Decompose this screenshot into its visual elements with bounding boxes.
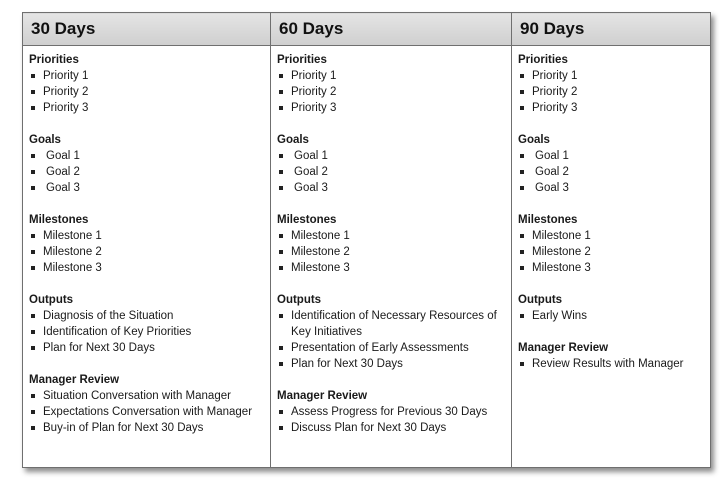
list-item <box>29 164 264 180</box>
bullet-list <box>518 356 704 372</box>
list-item <box>277 420 505 436</box>
list-item <box>518 244 704 260</box>
square-bullet-icon <box>520 314 524 318</box>
section-title: Outputs <box>29 294 74 306</box>
column-30-days <box>23 46 271 468</box>
section-priorities <box>518 52 704 116</box>
bullet-list <box>277 308 505 372</box>
section-goals <box>277 132 505 196</box>
section-goals <box>518 132 704 196</box>
list-item-text: Diagnosis of the Situation <box>43 310 174 322</box>
list-item <box>518 164 704 180</box>
list-item-text: Milestone 3 <box>43 262 102 274</box>
list-item-text: Milestone 1 <box>532 230 591 242</box>
list-item-text: Priority 2 <box>43 86 89 98</box>
bullet-list <box>518 148 704 196</box>
square-bullet-icon <box>31 410 35 414</box>
list-item <box>29 180 264 196</box>
list-item <box>29 420 264 436</box>
section-manager-review <box>277 388 505 436</box>
square-bullet-icon <box>279 154 283 158</box>
square-bullet-icon <box>279 74 283 78</box>
list-item <box>518 68 704 84</box>
section-goals <box>29 132 264 196</box>
list-item <box>277 260 505 276</box>
square-bullet-icon <box>520 186 524 190</box>
square-bullet-icon <box>279 362 283 366</box>
square-bullet-icon <box>31 250 35 254</box>
bullet-list <box>29 308 264 356</box>
list-item-text: Milestone 2 <box>532 246 591 258</box>
column-heading-90-days: 90 Days <box>512 13 711 46</box>
list-item-text: Milestone 2 <box>43 246 102 258</box>
square-bullet-icon <box>520 74 524 78</box>
list-item <box>277 180 505 196</box>
list-item <box>277 164 505 180</box>
section-title: Priorities <box>518 54 568 66</box>
list-item-text: Milestone 1 <box>43 230 102 242</box>
square-bullet-icon <box>279 346 283 350</box>
square-bullet-icon <box>279 186 283 190</box>
list-item-text: Plan for Next 30 Days <box>291 358 403 370</box>
list-item-text: Goal 2 <box>46 166 80 178</box>
list-item-text: Review Results with Manager <box>532 358 684 370</box>
column-heading-60-days: 60 Days <box>271 13 512 46</box>
list-item <box>29 84 264 100</box>
list-item-text: Milestone 1 <box>291 230 350 242</box>
section-title: Goals <box>277 134 309 146</box>
square-bullet-icon <box>31 170 35 174</box>
bullet-list <box>518 228 704 276</box>
list-item-text: Identification of Necessary Resources of Key Initiatives <box>291 310 497 338</box>
square-bullet-icon <box>520 266 524 270</box>
list-item <box>518 308 704 324</box>
section-outputs <box>29 292 264 356</box>
square-bullet-icon <box>279 90 283 94</box>
section-title: Outputs <box>518 294 563 306</box>
bullet-list <box>29 148 264 196</box>
list-item-text: Milestone 2 <box>291 246 350 258</box>
header-row <box>23 13 711 46</box>
square-bullet-icon <box>31 346 35 350</box>
square-bullet-icon <box>31 234 35 238</box>
list-item <box>277 356 505 372</box>
bullet-list <box>518 308 704 324</box>
section-title: Outputs <box>277 294 322 306</box>
square-bullet-icon <box>520 90 524 94</box>
square-bullet-icon <box>31 106 35 110</box>
list-item <box>277 244 505 260</box>
list-item-text: Identification of Key Priorities <box>43 326 192 338</box>
column-90-days <box>512 46 711 468</box>
square-bullet-icon <box>31 426 35 430</box>
list-item <box>277 340 505 356</box>
list-item-text: Goal 3 <box>46 182 80 194</box>
plan-table <box>22 12 711 468</box>
list-item <box>277 100 505 116</box>
list-item <box>29 308 264 324</box>
square-bullet-icon <box>279 234 283 238</box>
list-item-text: Goal 2 <box>294 166 328 178</box>
list-item <box>29 260 264 276</box>
square-bullet-icon <box>31 314 35 318</box>
square-bullet-icon <box>31 90 35 94</box>
bullet-list <box>277 228 505 276</box>
section-manager-review <box>518 340 704 372</box>
list-item <box>277 148 505 164</box>
section-title: Manager Review <box>518 342 609 354</box>
section-title: Milestones <box>277 214 337 226</box>
list-item-text: Buy-in of Plan for Next 30 Days <box>43 422 204 434</box>
list-item <box>277 68 505 84</box>
section-outputs <box>518 292 704 324</box>
square-bullet-icon <box>31 154 35 158</box>
square-bullet-icon <box>520 250 524 254</box>
section-title: Manager Review <box>29 374 120 386</box>
list-item-text: Priority 3 <box>532 102 578 114</box>
section-title: Goals <box>29 134 61 146</box>
square-bullet-icon <box>520 234 524 238</box>
list-item <box>29 404 264 420</box>
square-bullet-icon <box>31 74 35 78</box>
bullet-list <box>29 228 264 276</box>
list-item-text: Priority 3 <box>43 102 89 114</box>
section-milestones <box>29 212 264 276</box>
bullet-list <box>518 68 704 116</box>
list-item-text: Goal 2 <box>535 166 569 178</box>
square-bullet-icon <box>520 154 524 158</box>
list-item <box>29 244 264 260</box>
square-bullet-icon <box>31 266 35 270</box>
list-item <box>518 228 704 244</box>
list-item <box>277 228 505 244</box>
list-item-text: Priority 2 <box>532 86 578 98</box>
list-item-text: Situation Conversation with Manager <box>43 390 231 402</box>
list-item <box>518 356 704 372</box>
list-item-text: Assess Progress for Previous 30 Days <box>291 406 488 418</box>
body-row <box>23 46 711 468</box>
list-item <box>29 388 264 404</box>
square-bullet-icon <box>279 314 283 318</box>
column-heading-30-days: 30 Days <box>23 13 271 46</box>
list-item-text: Priority 1 <box>43 70 89 82</box>
list-item <box>518 260 704 276</box>
list-item-text: Goal 3 <box>294 182 328 194</box>
section-title: Manager Review <box>277 390 368 402</box>
bullet-list <box>277 68 505 116</box>
section-title: Milestones <box>518 214 578 226</box>
square-bullet-icon <box>279 250 283 254</box>
list-item <box>29 100 264 116</box>
section-outputs <box>277 292 505 372</box>
list-item-text: Goal 3 <box>535 182 569 194</box>
list-item-text: Priority 1 <box>532 70 578 82</box>
section-title: Priorities <box>277 54 327 66</box>
list-item-text: Expectations Conversation with Manager <box>43 406 253 418</box>
list-item-text: Priority 2 <box>291 86 337 98</box>
list-item-text: Milestone 3 <box>532 262 591 274</box>
list-item <box>518 84 704 100</box>
square-bullet-icon <box>279 410 283 414</box>
square-bullet-icon <box>520 362 524 366</box>
section-title: Milestones <box>29 214 89 226</box>
list-item <box>277 84 505 100</box>
bullet-list <box>29 68 264 116</box>
list-item <box>518 100 704 116</box>
section-priorities <box>277 52 505 116</box>
square-bullet-icon <box>31 330 35 334</box>
list-item-text: Priority 3 <box>291 102 337 114</box>
section-title: Goals <box>518 134 550 146</box>
list-item-text: Goal 1 <box>46 150 80 162</box>
square-bullet-icon <box>279 426 283 430</box>
list-item-text: Goal 1 <box>535 150 569 162</box>
list-item-text: Goal 1 <box>294 150 328 162</box>
square-bullet-icon <box>279 106 283 110</box>
column-60-days <box>271 46 512 468</box>
list-item <box>518 180 704 196</box>
list-item-text: Presentation of Early Assessments <box>291 342 469 354</box>
section-title: Priorities <box>29 54 79 66</box>
bullet-list <box>277 148 505 196</box>
list-item-text: Milestone 3 <box>291 262 350 274</box>
square-bullet-icon <box>31 394 35 398</box>
bullet-list <box>29 388 264 436</box>
list-item-text: Discuss Plan for Next 30 Days <box>291 422 447 434</box>
square-bullet-icon <box>520 106 524 110</box>
list-item-text: Plan for Next 30 Days <box>43 342 155 354</box>
section-milestones <box>277 212 505 276</box>
square-bullet-icon <box>279 266 283 270</box>
list-item <box>29 340 264 356</box>
square-bullet-icon <box>520 170 524 174</box>
list-item <box>29 68 264 84</box>
bullet-list <box>277 404 505 436</box>
square-bullet-icon <box>279 170 283 174</box>
list-item <box>29 148 264 164</box>
list-item <box>518 148 704 164</box>
section-manager-review <box>29 372 264 436</box>
section-milestones <box>518 212 704 276</box>
list-item <box>277 404 505 420</box>
list-item-text: Priority 1 <box>291 70 337 82</box>
list-item-text: Early Wins <box>532 310 587 322</box>
list-item <box>29 228 264 244</box>
section-priorities <box>29 52 264 116</box>
list-item <box>277 308 505 340</box>
square-bullet-icon <box>31 186 35 190</box>
list-item <box>29 324 264 340</box>
